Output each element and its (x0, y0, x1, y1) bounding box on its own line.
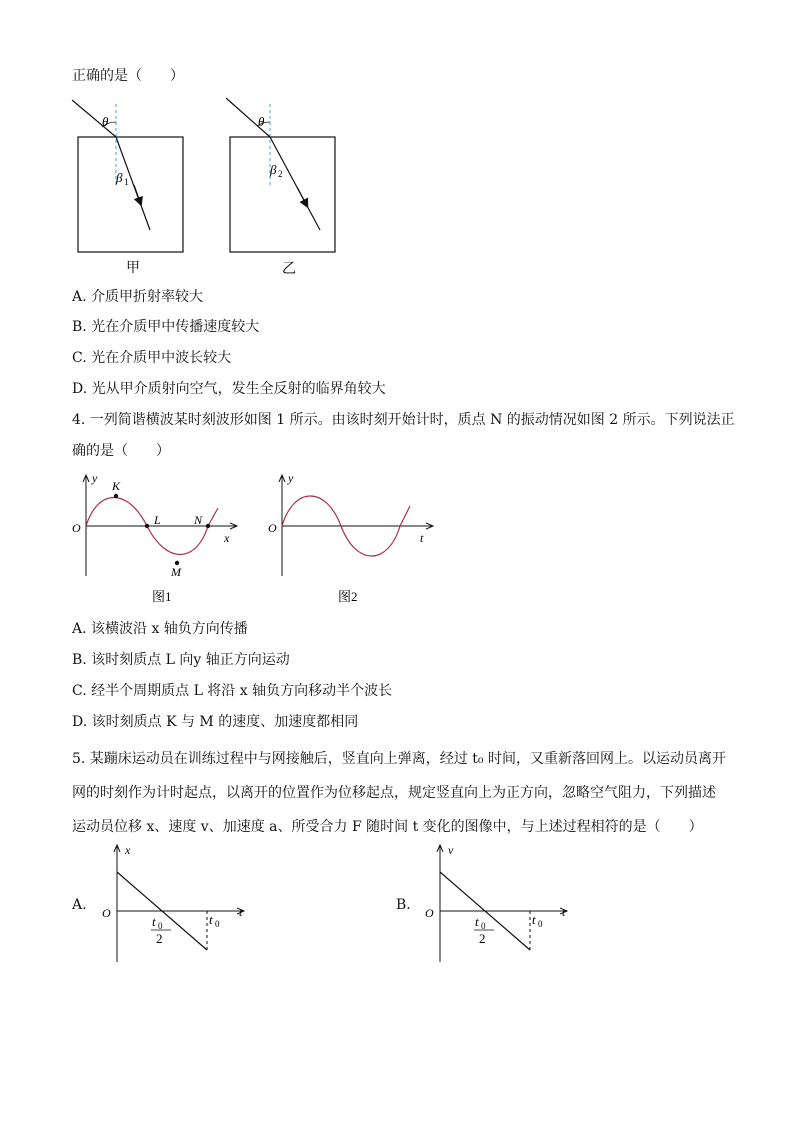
fig1-caption: 图1 (152, 589, 172, 604)
fig2-caption: 图2 (338, 589, 358, 604)
theta-label-a: θ (102, 114, 109, 129)
fig2-t-label: t (420, 531, 424, 545)
point-n (206, 524, 210, 528)
q3-stem-tail: 正确的是（ ） (72, 68, 184, 84)
figure-label-b: 乙 (282, 262, 296, 277)
label-k: K (112, 479, 121, 493)
q4-option-d: D. 该时刻质点 K 与 M 的速度、加速度都相同 (72, 714, 359, 730)
graph-b-frac-den: 2 (479, 931, 486, 946)
q5-stem-line2: 网的时刻作为计时起点，以离开的位置作为位移起点，规定竖直向上为正方向，忽略空气阻力，下列描述 (72, 785, 716, 801)
incident-ray-a (72, 100, 116, 137)
q5-option-b-label: B. (396, 897, 411, 913)
q4-option-c: C. 经半个周期质点 L 将沿 x 轴负方向移动半个波长 (72, 683, 393, 699)
label-m: M (171, 565, 181, 579)
graph-a-origin: O (102, 906, 111, 920)
graph-a-t0-sub: 0 (215, 919, 220, 929)
q4-stem-line1: 4. 一列简谐横波某时刻波形如图 1 所示。由该时刻开始计时，质点 N 的振动情况如图 2 所示。下列说法正 (72, 412, 735, 428)
q5-stem-line3: 运动员位移 x、速度 v、加速度 a、所受合力 F 随时间 t 变化的图像中，与上述过程相符的是（ ） (72, 819, 703, 835)
figure-label-a: 甲 (126, 261, 140, 276)
graph-b-t0: t (532, 912, 536, 927)
refraction-figure-b (220, 92, 350, 277)
vibration-figure-2 (264, 468, 444, 608)
fig2-origin: O (268, 521, 277, 535)
q4-stem-line2: 确的是（ ） (72, 443, 170, 459)
fig1-y-label: y (92, 471, 98, 485)
q4-option-b: B. 该时刻质点 L 向y 轴正方向运动 (72, 652, 290, 668)
graph-b-y-label: v (448, 843, 454, 857)
q3-option-b: B. 光在介质甲中传播速度较大 (72, 319, 260, 335)
wave-figure-1 (68, 468, 248, 608)
refraction-figure-a (66, 92, 196, 277)
fig1-x-label: x (224, 531, 230, 545)
label-l: L (154, 513, 161, 527)
medium-block-b (230, 137, 335, 252)
fig1-origin: O (72, 521, 81, 535)
point-k (114, 494, 118, 498)
fig2-y-label: y (288, 471, 294, 485)
medium-block-a (78, 137, 183, 252)
graph-b-frac-num: t (475, 914, 479, 929)
graph-b-t-label: t (562, 905, 566, 919)
graph-b-t0-sub: 0 (538, 919, 543, 929)
q3-option-d: D. 光从甲介质射向空气，发生全反射的临界角较大 (72, 381, 386, 397)
beta1-subscript: 1 (124, 177, 129, 187)
q3-option-c: C. 光在介质甲中波长较大 (72, 350, 232, 366)
graph-a-t0: t (209, 912, 213, 927)
q5-stem-line1: 5. 某蹦床运动员在训练过程中与网接触后，竖直向上弹离，经过 t₀ 时间，又重新落回网上。以运动员离开 (72, 751, 726, 767)
q5-graph-a (95, 842, 265, 967)
graph-b-origin: O (425, 906, 434, 920)
graph-a-y-label: x (125, 843, 131, 857)
q4-option-a: A. 该横波沿 x 轴负方向传播 (72, 621, 248, 637)
graph-a-frac-den: 2 (156, 931, 163, 946)
graph-a-frac-num: t (152, 914, 156, 929)
refracted-ray-b (270, 137, 320, 230)
q3-option-a: A. 介质甲折射率较大 (72, 289, 204, 305)
beta2-label: β (270, 162, 277, 177)
beta1-label: β (116, 170, 123, 185)
graph-b-frac-num-sub: 0 (481, 921, 486, 931)
beta2-subscript: 2 (278, 169, 283, 179)
graph-a-frac-num-sub: 0 (158, 921, 163, 931)
label-n: N (194, 513, 203, 527)
q5-graph-b (418, 842, 588, 967)
point-l (145, 524, 149, 528)
graph-a-t-label: t (239, 905, 243, 919)
theta-label-b: θ (258, 114, 265, 129)
q5-option-a-label: A. (72, 897, 87, 913)
